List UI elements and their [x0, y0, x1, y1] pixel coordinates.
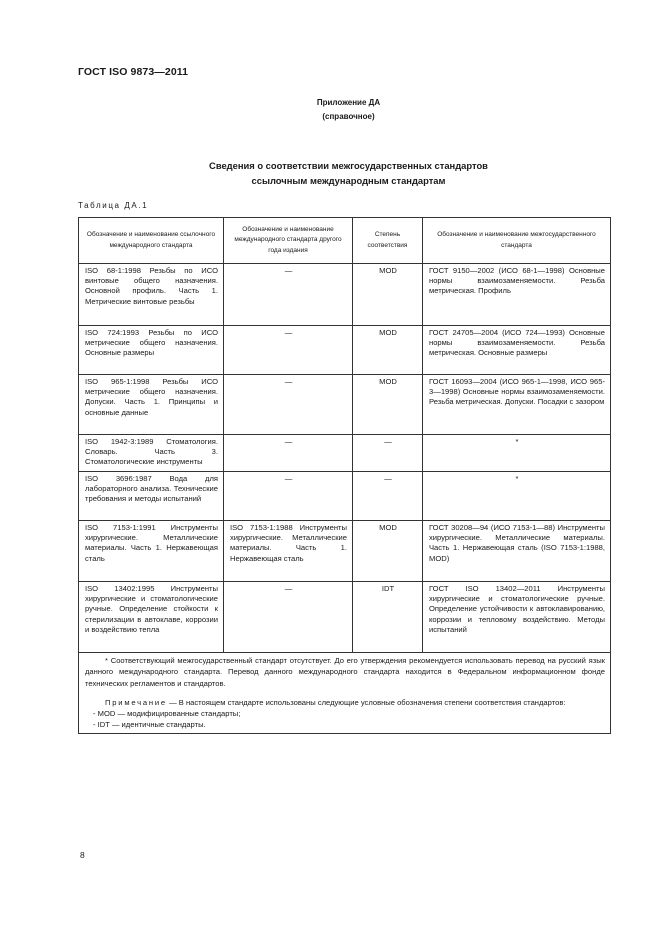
cell-ref: ISO 7153-1:1991 Инструменты хирургические. Металлические материалы. Часть 1. Нержавеющая сталь — [79, 521, 224, 582]
cell-degree: — — [353, 472, 423, 521]
annex-title: Приложение ДА — [316, 98, 381, 107]
table-row — [79, 264, 611, 326]
cell-gost: * — [423, 472, 611, 521]
cell-ref: ISO 965-1:1998 Резьбы ИСО метрические общего назначения. Допуски. Часть 1. Принципы и основные данные — [79, 375, 224, 435]
table-row — [79, 326, 611, 375]
cell-degree: MOD — [353, 375, 423, 435]
cell-other: — — [224, 264, 353, 326]
standards-correspondence-table — [78, 217, 611, 734]
cell-gost: ГОСТ ISO 13402—2011 Инструменты хирургические и стоматологические ручные. Определение устойчивости к автоклавированию, коррозии и тепловому воздействию. Методы испытаний — [423, 582, 611, 653]
table-header-row — [79, 218, 611, 264]
cell-gost: * — [423, 435, 611, 472]
notes-row — [79, 653, 611, 734]
table-label: Таблица ДА.1 — [78, 201, 149, 210]
note-item-mod: - MOD — модифицированные стандарты; — [93, 709, 241, 719]
cell-other: — — [224, 435, 353, 472]
note-label: Примечание — [105, 697, 167, 707]
document-title-line2: ссылочным международным стандартам — [251, 175, 446, 186]
cell-degree: IDT — [353, 582, 423, 653]
cell-degree: MOD — [353, 326, 423, 375]
cell-ref: ISO 1942-3:1989 Стоматология. Словарь. Часть 3. Стоматологические инструменты — [79, 435, 224, 472]
cell-other: — — [224, 326, 353, 375]
cell-gost: ГОСТ 30208—94 (ИСО 7153-1—88) Инструменты хирургические. Металлические материалы. Часть 1. Нержавеющая сталь (ISO 7153-1:1988, MOD) — [423, 521, 611, 582]
note-item-idt: - IDT — идентичные стандарты. — [93, 720, 206, 730]
header-ref-standard: Обозначение и наименование ссылочного международного стандарта — [79, 218, 224, 264]
table-row — [79, 472, 611, 521]
page-number: 8 — [80, 850, 85, 860]
cell-ref: ISO 13402:1995 Инструменты хирургические и стоматологические ручные. Определение стойкости к стерилизации в автоклаве, коррозии и воздействию тепла — [79, 582, 224, 653]
notes-cell — [79, 653, 611, 734]
header-gost-standard: Обозначение и наименование межгосударственного стандарта — [423, 218, 611, 264]
cell-other: — — [224, 375, 353, 435]
table-row — [79, 521, 611, 582]
cell-ref: ISO 68-1:1998 Резьбы по ИСО винтовые общего назначения. Основной профиль. Часть 1. Метрические винтовые резьбы — [79, 264, 224, 326]
header-other-year-standard: Обозначение и наименование международного стандарта другого года издания — [224, 218, 353, 264]
table-row — [79, 375, 611, 435]
table-row — [79, 582, 611, 653]
document-title — [0, 158, 661, 188]
cell-other: — — [224, 472, 353, 521]
note-list — [85, 708, 605, 731]
cell-ref: ISO 3696:1987 Вода для лабораторного анализа. Технические требования и методы испытаний — [79, 472, 224, 521]
document-title-line1: Сведения о соответствии межгосударственных стандартов — [209, 160, 488, 171]
note-paragraph — [85, 697, 605, 708]
cell-degree: MOD — [353, 264, 423, 326]
cell-gost: ГОСТ 16093—2004 (ИСО 965-1—1998, ИСО 965-3—1998) Основные нормы взаимозаменяемости. Резьба метрическая. Допуски. Посадки с зазором — [423, 375, 611, 435]
cell-other: ISO 7153-1:1988 Инструменты хирургические. Металлические материалы. Часть 1. Нержавеющая сталь — [224, 521, 353, 582]
header-degree: Степень соответствия — [353, 218, 423, 264]
cell-other: — — [224, 582, 353, 653]
cell-gost: ГОСТ 24705—2004 (ИСО 724—1993) Основные нормы взаимозаменяемости. Резьба метрическая. Основные размеры — [423, 326, 611, 375]
cell-degree: — — [353, 435, 423, 472]
cell-ref: ISO 724:1993 Резьбы по ИСО метрические общего назначения. Основные размеры — [79, 326, 224, 375]
cell-degree: MOD — [353, 521, 423, 582]
cell-gost: ГОСТ 9150—2002 (ИСО 68-1—1998) Основные нормы взаимозаменяемости. Резьба метрическая. Профиль — [423, 264, 611, 326]
annex-heading — [0, 96, 661, 124]
table-row — [79, 435, 611, 472]
footnote: * Соответствующий межгосударственный стандарт отсутствует. До его утверждения рекомендуется использовать перевод на русский язык данного международного стандарта. Перевод данного международного стандарта находится в Федеральном информационном фонде технических регламентов и стандартов. — [85, 656, 605, 688]
annex-subtitle: (справочное) — [322, 112, 375, 121]
note-text: — В настоящем стандарте использованы следующие условные обозначения степени соответствия стандартов: — [166, 697, 566, 707]
standard-header: ГОСТ ISO 9873—2011 — [78, 66, 189, 78]
